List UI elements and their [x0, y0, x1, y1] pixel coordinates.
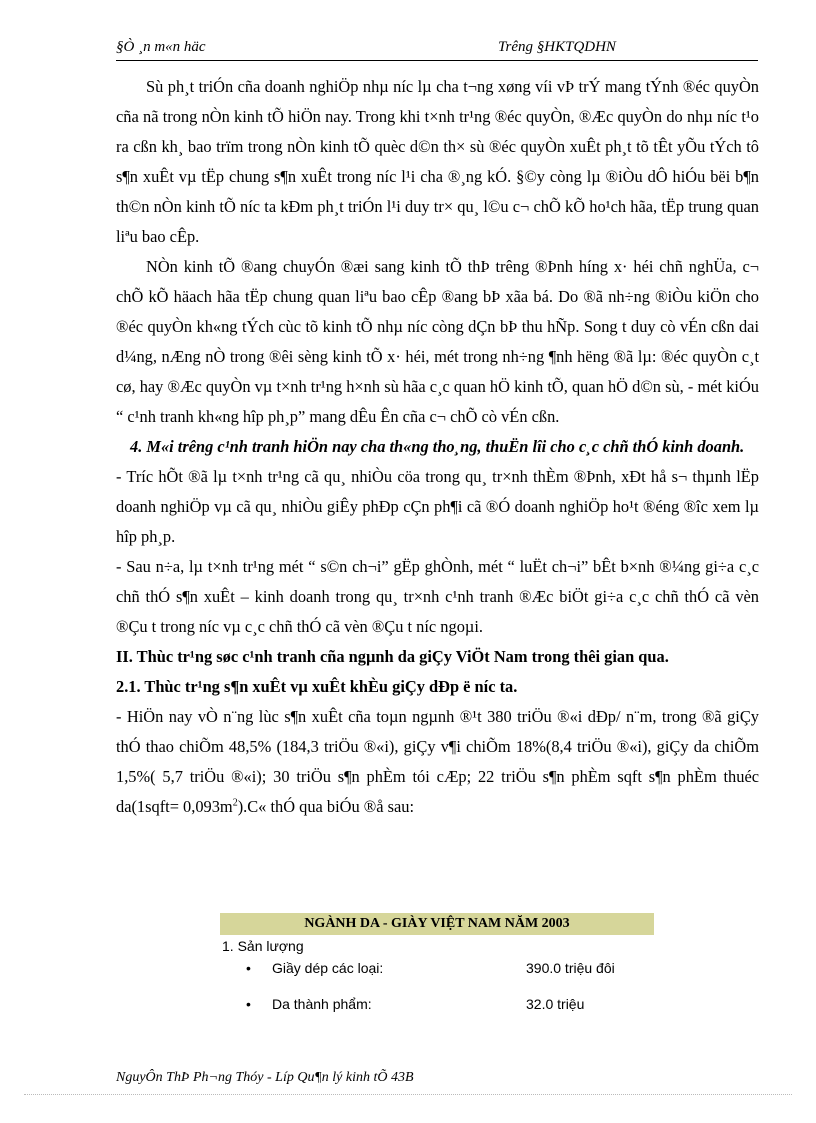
- table-title: NGÀNH DA - GIÀY VIỆT NAM NĂM 2003: [220, 913, 654, 935]
- document-body: [116, 72, 759, 822]
- section-heading-II: II. Thùc tr¹ng søc c¹nh tranh cña ngµnh da giÇy ViÖt Nam trong thêi gian qua.: [116, 647, 669, 666]
- dash-paragraph: - Tríc hÕt ®ã lµ t×nh tr¹ng cã qu¸ nhiÒu cöa trong qu¸ tr×nh thÈm ®Þnh, xÐt hå s¬ thµnh lËp doanh nghiÖp vµ cã qu¸ nhiÒu giÊy phÐp cÇn ph¶i cã ®Ó doanh nghiÖp ho¹t ®éng ®îc xem lµ hîp ph¸p.: [116, 467, 759, 546]
- item-value: 390.0 triệu đôi: [526, 960, 615, 976]
- item-value: 32.0 triệu: [526, 996, 585, 1012]
- bullet-icon: •: [246, 960, 251, 976]
- section-heading-2-1: 2.1. Thùc tr¹ng s¶n xuÊt vµ xuÊt khÈu giÇy dÐp ë níc ta.: [116, 677, 518, 696]
- section-heading-4: 4. M«i trêng c¹nh tranh hiÖn nay cha th«ng tho¸ng, thuËn lîi cho c¸c chñ thÓ kinh doanh.: [130, 437, 745, 456]
- paragraph-2-1-end: ).C« thÓ qua biÓu ®å sau:: [237, 797, 415, 816]
- item-label: Giầy dép các loại:: [272, 960, 384, 976]
- header-subject: §Ò ¸n m«n häc: [116, 39, 206, 55]
- footer-divider: [24, 1094, 792, 1095]
- paragraph-2-1-text: - HiÖn nay vÒ n¨ng lùc s¶n xuÊt cña toµn ngµnh ®¹t 380 triÖu ®«i dÐp/ n¨m, trong ®ã giÇy thÓ thao chiÕm 48,5% (184,3 triÖu ®«i), giÇy v¶i chiÕm 18%(8,4 triÖu ®«i), giÇy da chiÕm 1,5%( 5,7 triÖu ®«i); 30 triÖu s¶n phÈm tói cÆp; 22 triÖu s¶n phÈm sqft s¶n phÈm thuéc da(1sqft= 0,093m: [116, 707, 759, 816]
- paragraph-2-1: [116, 702, 759, 822]
- item-label: Da thành phẩm:: [272, 996, 372, 1012]
- paragraph: NÒn kinh tÕ ®ang chuyÓn ®æi sang kinh tÕ thÞ trêng ®Þnh híng x· héi chñ nghÜa, c¬ chÕ kÕ häach hãa tËp chung quan liªu bao cÊp ®ang bÞ xãa bá. Do ®ã nh÷ng ®iÒu kiÖn cho ®éc quyÒn kh«ng tÝch cùc tõ kinh tÕ nhµ níc còng dÇn bÞ thu hÑp. Song t duy cò vÉn cßn dai d¼ng, nÆng nÒ trong ®êi sèng kinh tÕ x· héi, mét trong nh÷ng ¶nh hëng ®ã lµ: ®éc quyÒn c¸t cø, hay ®Æc quyÒn vµ t×nh tr¹ng h×nh sù hãa c¸c quan hÖ kinh tÕ, quan hÖ d©n sù, - mét kiÓu “ c¹nh tranh kh«ng hîp ph¸p” mang dÊu Ên cña c¬ chÕ cò vÉn cßn.: [116, 257, 759, 426]
- table-section-label: 1. Sản lượng: [222, 938, 304, 954]
- dash-paragraph: - Sau n÷a, lµ t×nh tr¹ng mét “ s©n ch¬i” gËp ghÒnh, mét “ luËt ch¬i” bÊt b×nh ®¼ng gi÷a c¸c chñ thÓ s¶n xuÊt – kinh doanh trong qu¸ tr×nh c¹nh tranh ®Æc biÖt gi÷a c¸c chñ thÓ cã vèn ®Çu t trong níc vµ c¸c chñ thÓ cã vèn ®Çu t níc ngoµi.: [116, 557, 759, 636]
- bullet-icon: •: [246, 996, 251, 1012]
- superscript: 2: [232, 797, 238, 809]
- header-school: Trêng §HKTQDHN: [498, 39, 616, 55]
- paragraph: Sù ph¸t triÓn cña doanh nghiÖp nhµ níc lµ cha t¬ng xøng víi vÞ trÝ mang tÝnh ®éc quyÒn cña nã trong nÒn kinh tÕ hiÖn nay. Trong khi t×nh tr¹ng ®éc quyÒn, ®Æc quyÒn do nhµ níc t¹o ra cßn kh¸ bao trïm trong nÒn kinh tÕ quèc d©n th× sù ®éc quyÒn xuÊt ph¸t tõ tÊt yÕu tÝch tô s¶n xuÊt vµ tËp chung s¶n xuÊt trong níc l¹i cha ®¸ng kÓ. §©y còng lµ ®iÒu dÔ hiÓu bëi b¶n th©n nÒn kinh tÕ níc ta kÐm ph¸t triÓn l¹i duy tr× qu¸ l©u c¬ chÕ kÕ ho¹ch hãa, tËp trung quan liªu bao cÊp.: [116, 77, 759, 246]
- page-header: [116, 38, 758, 61]
- page-footer: NguyÔn ThÞ Ph¬ng Thóy - Líp Qu¶n lý kinh tÕ 43B: [116, 1070, 414, 1085]
